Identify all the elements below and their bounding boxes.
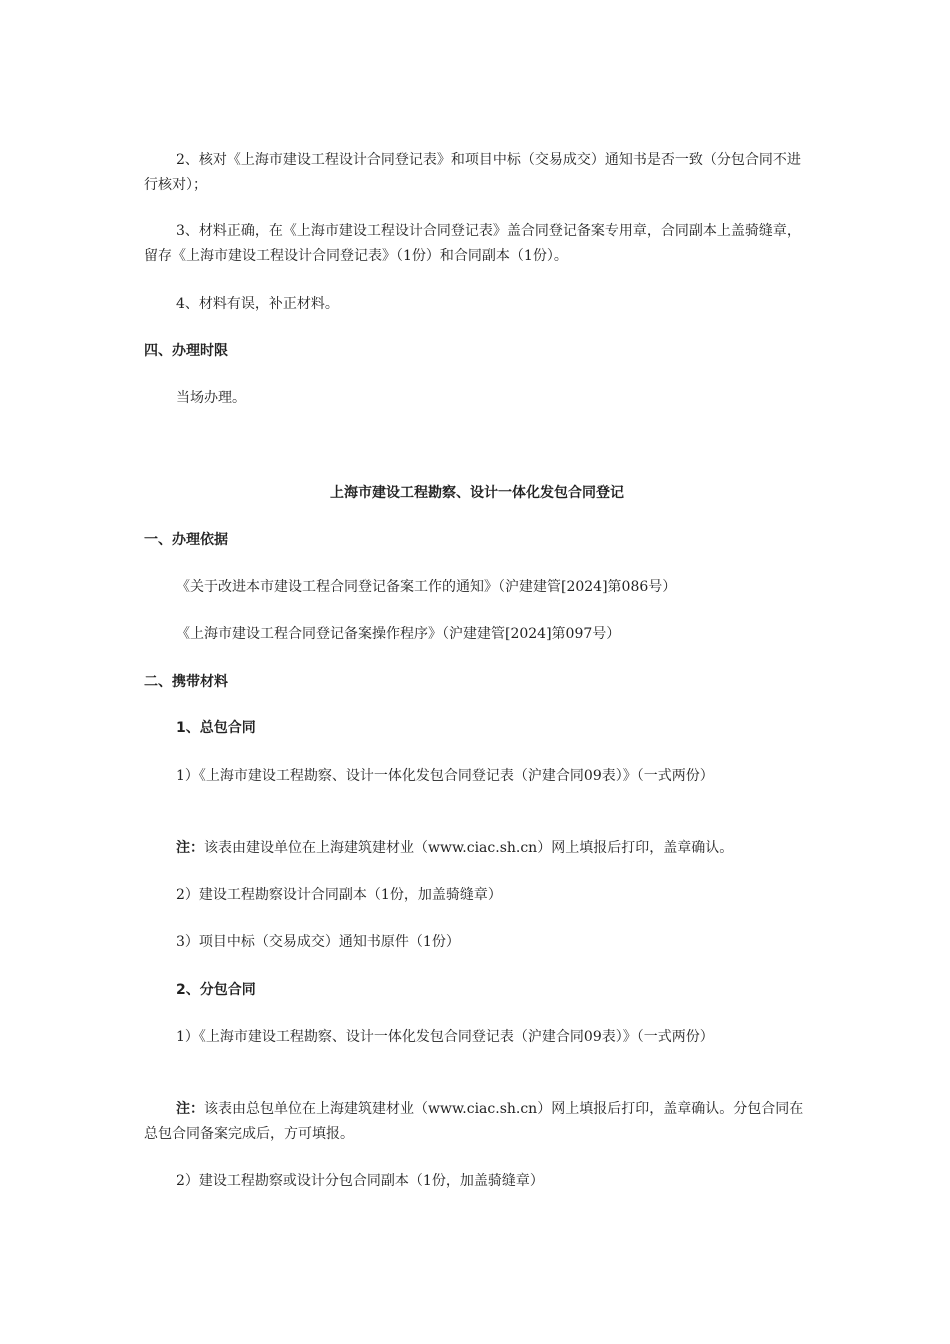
heading-sub-contract: 2、分包合同 xyxy=(176,982,256,998)
heading-general-contract: 1、总包合同 xyxy=(176,720,256,736)
sub-item-1: 1）《上海市建设工程勘察、设计一体化发包合同登记表（沪建合同09表）》（一式两份） xyxy=(176,1029,714,1045)
note-text: 该表由总包单位在上海建筑建材业（www.ciac.sh.cn）网上填报后打印，盖章确认。分包合同在总包合同备案完成后，方可填报。 xyxy=(144,1101,804,1142)
general-item-2: 2）建设工程勘察设计合同副本（1份，加盖骑缝章） xyxy=(176,887,502,903)
general-item-1: 1）《上海市建设工程勘察、设计一体化发包合同登记表（沪建合同09表）》（一式两份） xyxy=(176,768,714,784)
general-note xyxy=(144,836,810,861)
heading-materials: 二、携带材料 xyxy=(144,674,228,690)
sub-item-2: 2）建设工程勘察或设计分包合同副本（1份，加盖骑缝章） xyxy=(176,1173,544,1189)
sub-note xyxy=(144,1097,810,1147)
basis-item-2: 《上海市建设工程合同登记备案操作程序》（沪建建管[2024]第097号） xyxy=(176,626,621,642)
paragraph-correct-materials: 3、材料正确，在《上海市建设工程设计合同登记表》盖合同登记备案专用章，合同副本上盖骑缝章，留存《上海市建设工程设计合同登记表》（1份）和合同副本（1份）。 xyxy=(144,223,801,264)
section-title: 上海市建设工程勘察、设计一体化发包合同登记 xyxy=(330,485,624,501)
paragraph-verify: 2、核对《上海市建设工程设计合同登记表》和项目中标（交易成交）通知书是否一致（分包合同不进行核对）； xyxy=(144,152,801,193)
paragraph-processing-time: 当场办理。 xyxy=(176,390,246,406)
general-item-3: 3）项目中标（交易成交）通知书原件（1份） xyxy=(176,934,460,950)
heading-processing-time: 四、办理时限 xyxy=(144,343,228,359)
note-label: 注： xyxy=(176,1101,204,1117)
paragraph-incorrect-materials: 4、材料有误，补正材料。 xyxy=(176,296,339,312)
basis-item-1: 《关于改进本市建设工程合同登记备案工作的通知》（沪建建管[2024]第086号） xyxy=(176,579,677,595)
note-text: 该表由建设单位在上海建筑建材业（www.ciac.sh.cn）网上填报后打印，盖章确认。 xyxy=(204,840,734,856)
note-label: 注： xyxy=(176,840,204,856)
heading-basis: 一、办理依据 xyxy=(144,532,228,548)
